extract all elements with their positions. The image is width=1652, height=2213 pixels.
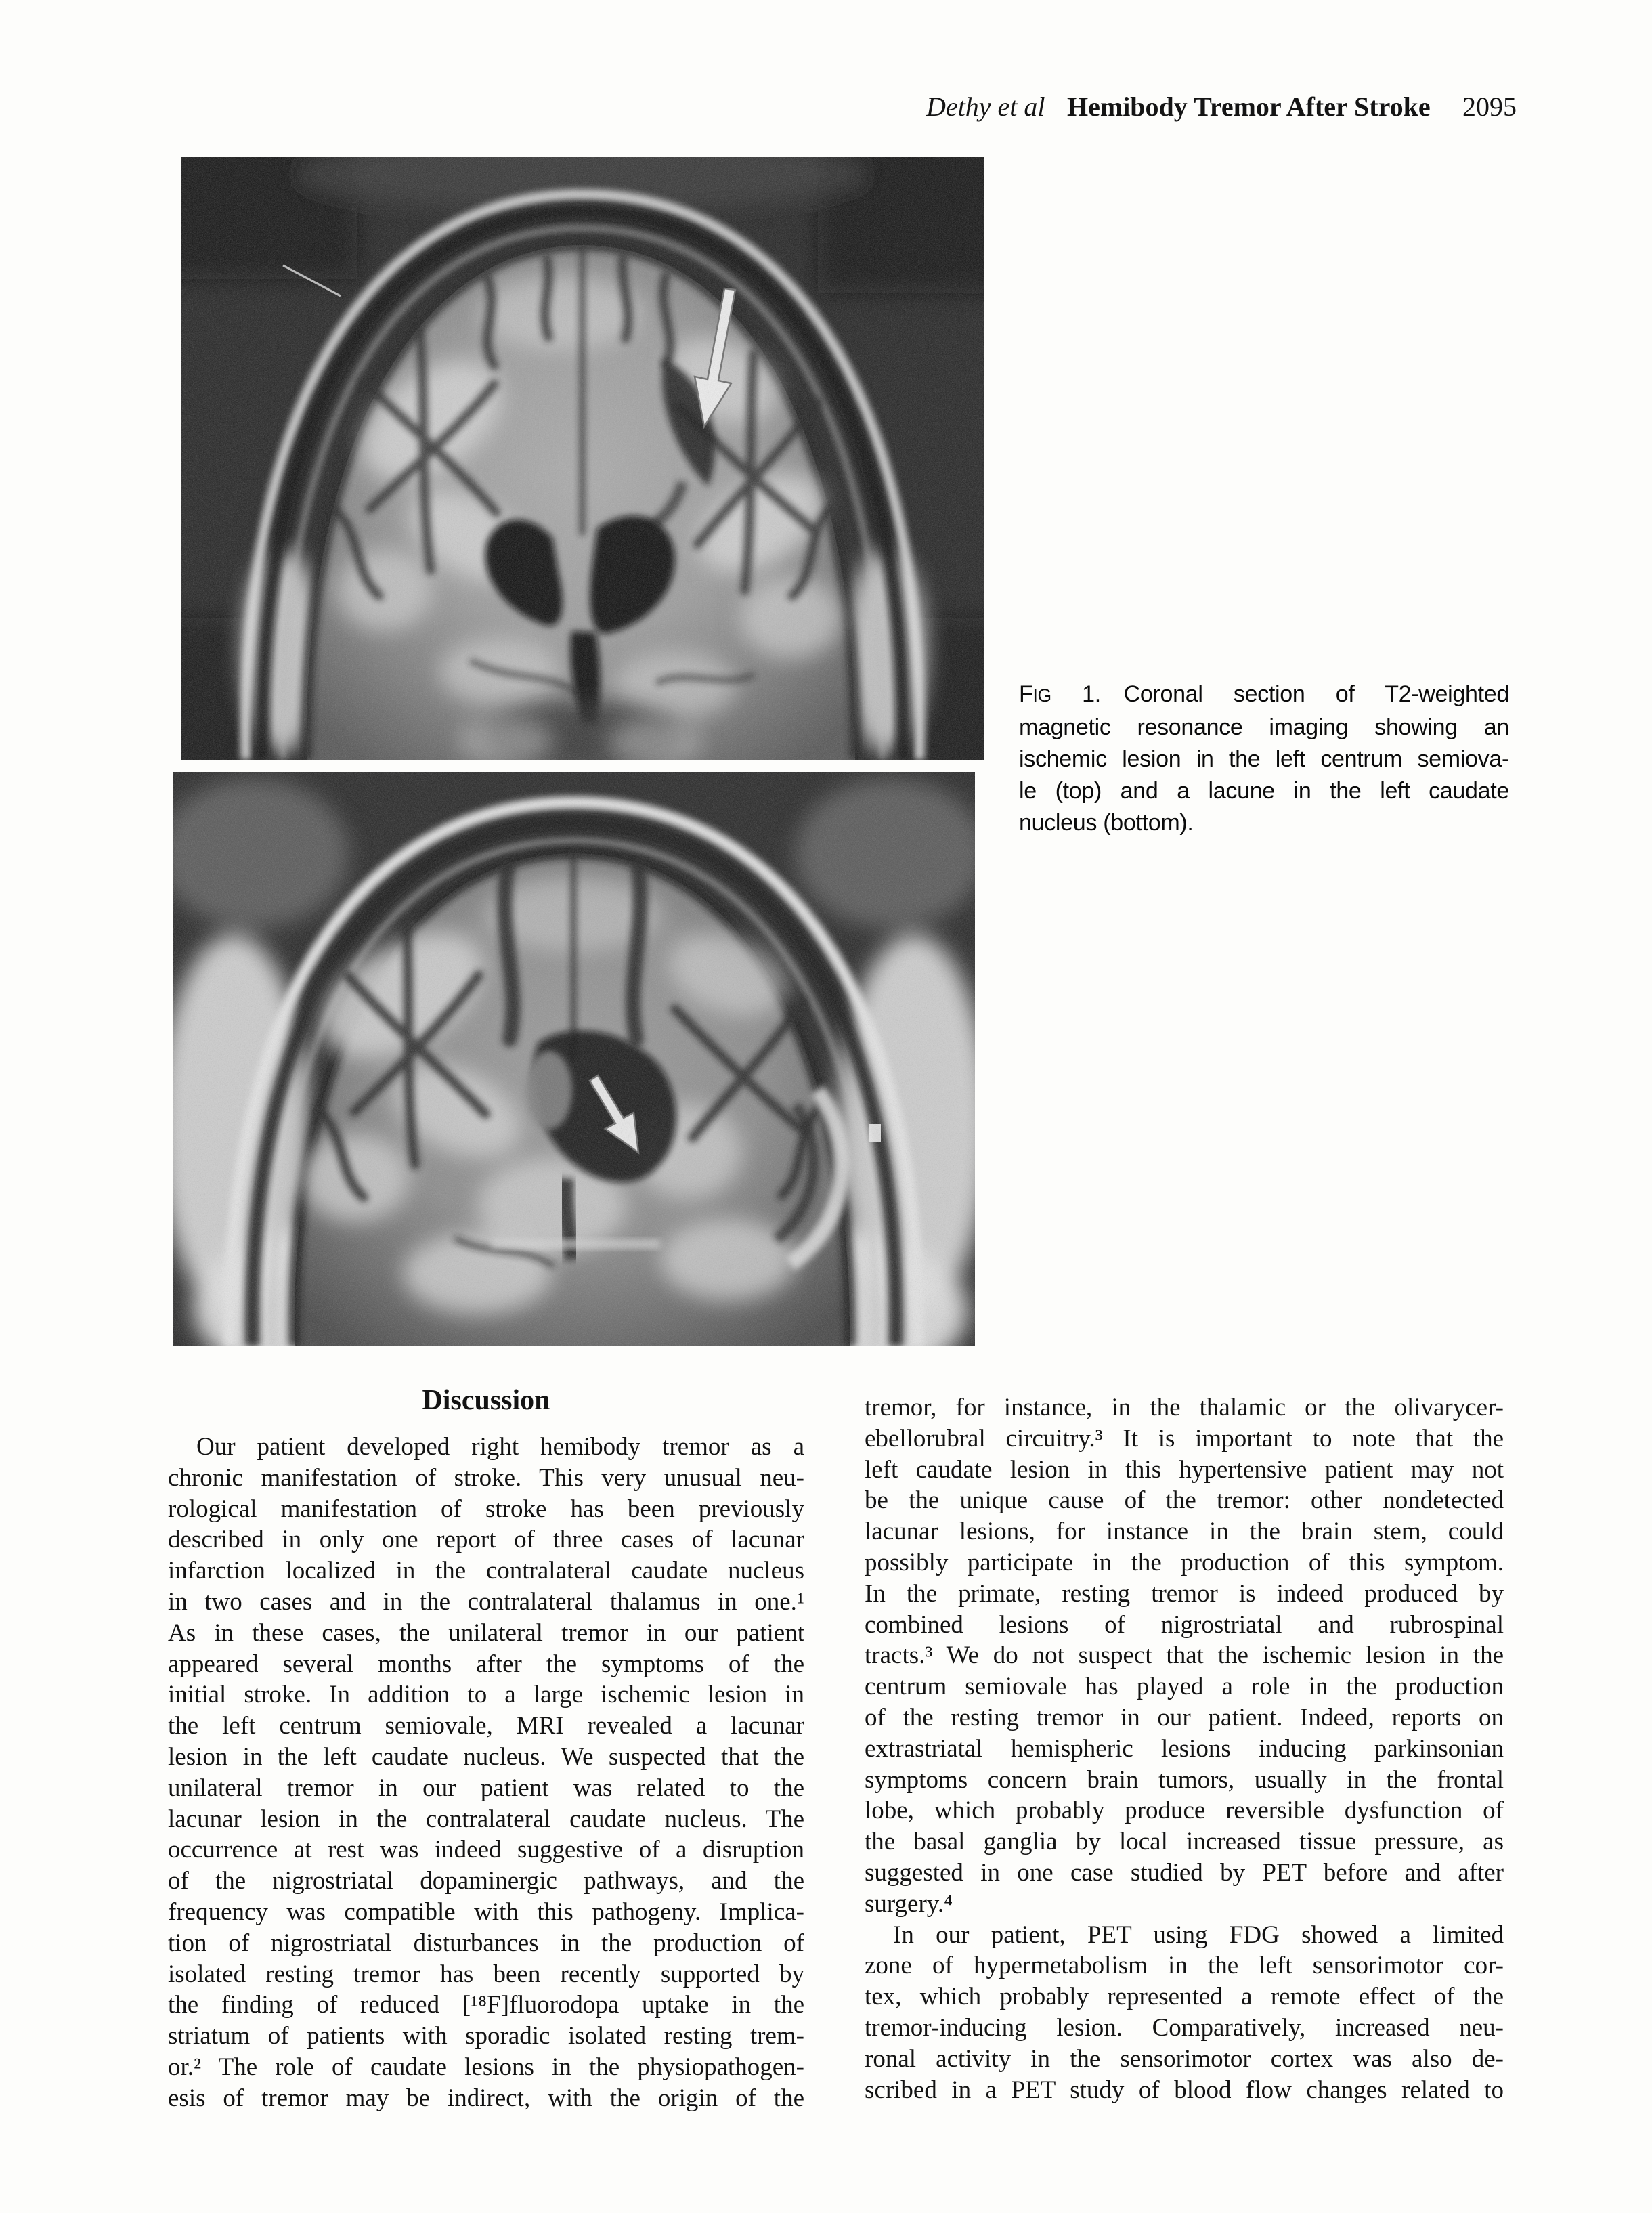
text-line: tremor-inducing lesion. Comparatively, increased neu-	[865, 2013, 1504, 2042]
text-line: ebellorubral circuitry.³ It is important to note that the	[865, 1424, 1504, 1453]
text-line: zone of hypermetabolism in the left sensorimotor cor-	[865, 1952, 1504, 1980]
text-line: symptoms concern brain tumors, usually in the frontal	[865, 1765, 1504, 1794]
figure-caption-line: nucleus (bottom).	[1019, 810, 1194, 836]
text-line: tex, which probably represented a remote effect of the	[865, 1983, 1504, 2011]
text-line: extrastriatal hemispheric lesions inducing parkinsonian	[865, 1734, 1504, 1763]
text-line: suggested in one case studied by PET before and after	[865, 1858, 1504, 1887]
text-line: appeared several months after the symptoms of the	[168, 1650, 804, 1678]
text-line: striatum of patients with sporadic isolated resting trem-	[168, 2022, 804, 2050]
header-article-title: Hemibody Tremor After Stroke	[1067, 91, 1431, 122]
figure-label-smallcaps: IG	[1032, 685, 1051, 706]
text-line: chronic manifestation of stroke. This very unusual neu-	[168, 1463, 804, 1492]
text-line: described in only one report of three cases of lacunar	[168, 1526, 804, 1554]
header-page-number: 2095	[1462, 91, 1517, 122]
figure-caption	[1019, 679, 1509, 839]
text-line: As in these cases, the unilateral tremor in our patient	[168, 1618, 804, 1647]
figure-caption-line: magnetic resonance imaging showing an	[1019, 714, 1509, 740]
text-line: infarction localized in the contralateral caudate nucleus	[168, 1557, 804, 1585]
text-line: tion of nigrostriatal disturbances in the production of	[168, 1929, 804, 1957]
mri-bottom-graphic	[173, 772, 975, 1346]
mri-top-graphic	[181, 157, 984, 760]
text-line: occurrence at rest was indeed suggestive of a disruption	[168, 1836, 804, 1864]
text-line: combined lesions of nigrostriatal and rubrospinal	[865, 1610, 1504, 1639]
text-line: Our patient developed right hemibody tremor as a	[196, 1433, 804, 1461]
figure-label: F	[1019, 681, 1033, 707]
text-line: surgery.⁴	[865, 1889, 953, 1918]
text-line: the left centrum semiovale, MRI revealed a lacunar	[168, 1712, 804, 1740]
text-line: tremor, for instance, in the thalamic or the olivarycer-	[865, 1394, 1504, 1421]
text-line: tracts.³ We do not suspect that the ischemic lesion in the	[865, 1641, 1504, 1670]
text-line: In our patient, PET using FDG showed a limited	[893, 1920, 1504, 1949]
text-line: esis of tremor may be indirect, with the origin of the	[168, 2084, 804, 2112]
figure-caption-line: le (top) and a lacune in the left caudate	[1019, 778, 1509, 804]
figure-caption-first-line	[1019, 679, 1509, 712]
text-line: or.² The role of caudate lesions in the physiopathogen-	[168, 2053, 804, 2081]
text-line: scribed in a PET study of blood flow changes related to	[865, 2076, 1504, 2104]
text-line: possibly participate in the production of this symptom.	[865, 1548, 1504, 1576]
figure-caption-line: ischemic lesion in the left centrum semiova-	[1019, 746, 1509, 772]
discussion-right-column	[865, 1392, 1504, 2105]
text-line: lesion in the left caudate nucleus. We suspected that the	[168, 1742, 804, 1771]
text-line: unilateral tremor in our patient was related to the	[168, 1774, 804, 1802]
text-line: the basal ganglia by local increased tissue pressure, as	[865, 1828, 1504, 1856]
text-line: of the resting tremor in our patient. Indeed, reports on	[865, 1703, 1504, 1732]
discussion-right-lines	[865, 1392, 1504, 2105]
text-line: initial stroke. In addition to a large ischemic lesion in	[168, 1681, 804, 1709]
text-line: be the unique cause of the tremor: other nondetected	[865, 1486, 1504, 1515]
text-line: isolated resting tremor has been recently supported by	[168, 1960, 804, 1988]
text-line: frequency was compatible with this pathogeny. Implica-	[168, 1897, 804, 1926]
text-line: lobe, which probably produce reversible dysfunction of	[865, 1797, 1504, 1825]
text-line: lacunar lesion in the contralateral caudate nucleus. The	[168, 1805, 804, 1833]
text-line: in two cases and in the contralateral thalamus in one.¹	[168, 1587, 804, 1616]
header-authors: Dethy et al	[926, 91, 1045, 122]
text-line: ronal activity in the sensorimotor cortex was also de-	[865, 2044, 1504, 2073]
text-line: of the nigrostriatal dopaminergic pathways, and the	[168, 1867, 804, 1895]
text-line: centrum semiovale has played a role in the production	[865, 1673, 1504, 1701]
text-line: rological manifestation of stroke has been previously	[168, 1495, 804, 1523]
discussion-heading: Discussion	[422, 1385, 550, 1416]
figure-caption-lines	[1019, 712, 1509, 839]
mri-figure-bottom	[173, 772, 975, 1346]
text-line: lacunar lesions, for instance in the brain stem, could	[865, 1518, 1504, 1546]
text-line: left caudate lesion in this hypertensive patient may not	[865, 1455, 1504, 1484]
text-line: the finding of reduced [¹⁸F]fluorodopa uptake in the	[168, 1991, 804, 2019]
discussion-left-column	[168, 1383, 804, 2114]
discussion-left-lines	[168, 1432, 804, 2114]
text-line: In the primate, resting tremor is indeed produced by	[865, 1579, 1504, 1608]
mri-figure-top	[181, 157, 984, 760]
figure-caption-text: 1. Coronal section of T2-weighted	[1051, 681, 1509, 707]
